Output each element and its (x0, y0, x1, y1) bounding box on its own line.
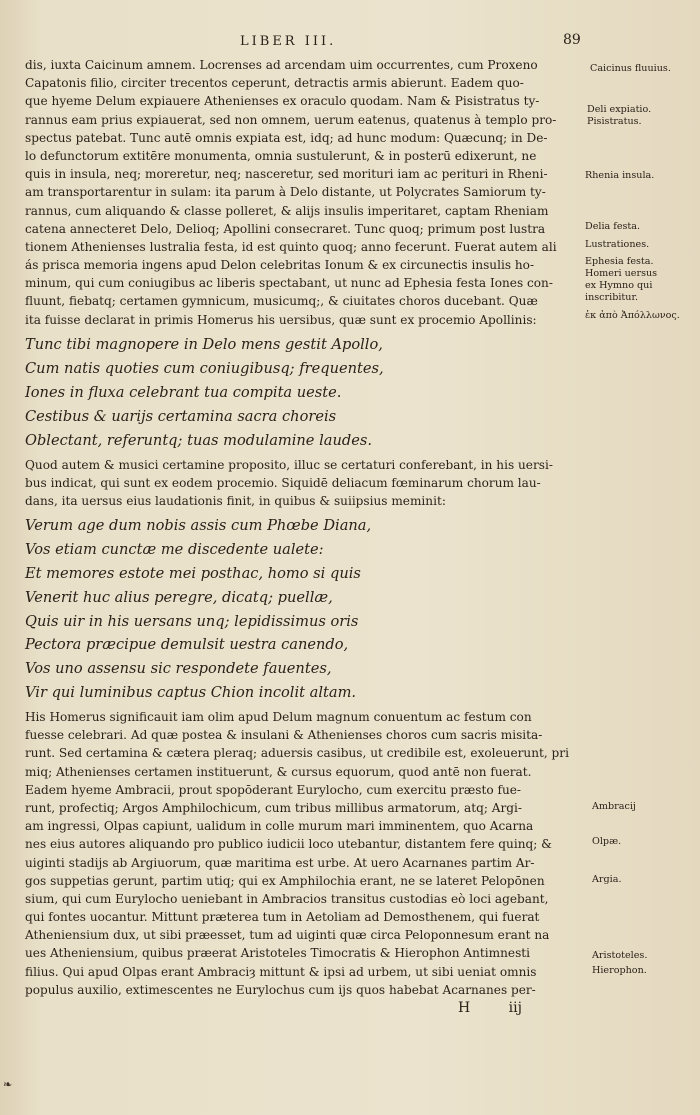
verse-line: Cestibus & uarijs certamina sacra choreis (25, 407, 337, 425)
text-line: nes eius autores aliquando pro publico iudicii loco utebantur, distantem fere quinq; & (25, 837, 552, 852)
margin-note-deli: Deli expiatio. (587, 104, 652, 115)
text-line: rannus eam prius expiauerat, sed non omnem, uerum eatenus, quatenus à templo pro- (25, 112, 557, 127)
text-line: lo defunctorum extitēre monumenta, omnia sustulerunt, & in posterū edixerunt, ne (25, 148, 537, 163)
text-line: fuesse celebrari. Ad quæ postea & insulani & Athenienses choros cum sacris misita- (25, 728, 543, 743)
text-line: qui fontes uocantur. Mittunt præterea tum in Aetoliam ad Demosthenem, qui fuerat (25, 910, 540, 925)
signature-letter: H (458, 1000, 471, 1016)
fleuron-icon: ❧ (3, 1078, 13, 1091)
margin-note-lustrationes: Lustrationes. (585, 239, 650, 250)
page-number: 89 (563, 32, 581, 48)
margin-note-argia: Argia. (592, 874, 622, 885)
text-line: tionem Athenienses lustralia festa, id est quinto quoq; anno fecerunt. Fuerat autem ali (25, 239, 557, 254)
verse-line: Pectora præcipue demulsit uestra canendo, (25, 636, 349, 654)
verse-line: Verum age dum nobis assis cum Phœbe Diana, (25, 517, 372, 534)
verse-line: Oblectant, referuntq; tuas modulamine laudes. (25, 431, 372, 449)
text-line: rannus, cum aliquando & classe polleret, & alijs insulis imperitaret, captam Rheniam (25, 203, 549, 218)
text-line: spectus patebat. Tunc autē omnis expiata est, idq; ad hunc modum: Quæcunq; in De- (25, 130, 548, 145)
text-line: fluunt, fiebatq; certamen gymnicum, musicumq;, & ciuitates choros ducebant. Quæ (25, 294, 538, 309)
margin-note-homeri: Homeri uersus (585, 268, 658, 279)
text-line: ás prisca memoria ingens apud Delon celebritas Ionum & ex circunectis insulis ho- (25, 258, 535, 273)
verse-block-2 (25, 514, 585, 705)
text-line: am transportarentur in sulam: ita parum à Delo distante, ut Polycrates Samiorum ty- (25, 185, 546, 200)
verse-block-1 (25, 333, 585, 452)
margin-note-greek: ἐκ ἀπὸ Ἀπόλλωνος. (585, 310, 680, 321)
margin-note-ephesia: Ephesia festa. (585, 256, 654, 267)
verse-line: Vos etiam cunctæ me discedente ualete: (25, 540, 324, 558)
verse-line: Quis uir in his uersans unq; lepidissimus oris (25, 612, 359, 630)
margin-note-olpae: Olpæ. (592, 836, 622, 847)
prose-block-3 (25, 708, 583, 999)
text-line: Quod autem & musici certamine proposito, illuc se certaturi conferebant, in his uersi- (25, 458, 553, 472)
verse-line: Et memores estote mei posthac, homo si quis (25, 564, 361, 582)
text-line: populus auxilio, extimescentes ne Eurylochus cum ijs quos habebat Acarnanes per- (25, 982, 536, 997)
text-line: runt, profectiq; Argos Amphilochicum, cum tribus millibus armatorum, atq; Argi- (25, 800, 522, 815)
text-line: ues Atheniensium, quibus præerat Aristoteles Timocratis & Hierophon Antimnesti (25, 946, 531, 961)
margin-note-inscribitur: inscribitur. (585, 292, 639, 303)
text-line: uiginti stadijs ab Argiuorum, quæ maritima est urbe. At uero Acarnanes partim Ar- (25, 855, 535, 870)
text-line: miq; Athenienses certamen instituerunt, & cursus equorum, quod antē non fuerat. (25, 764, 532, 779)
text-line: ita fuisse declarat in primis Homerus his uersibus, quæ sunt ex procemio Apollinis: (25, 312, 537, 327)
margin-note-hymno: ex Hymno qui (585, 280, 653, 291)
text-line: gos suppetias gerunt, partim utiq; qui ex Amphilochia erant, ne se lateret Pelopōnen (25, 873, 545, 888)
verse-line: Iones in fluxa celebrant tua compita ueste. (25, 383, 342, 401)
margin-note-rhenia: Rhenia insula. (585, 170, 655, 181)
text-line: dis, iuxta Caicinum amnem. Locrenses ad arcendam uim occurrentes, cum Proxeno (25, 58, 538, 72)
text-line: Capatonis filio, circiter trecentos ceperunt, detractis armis abierunt. Eadem quo- (25, 76, 524, 91)
margin-note-hierophon: Hierophon. (592, 965, 647, 976)
text-line: catena annecteret Delo, Delioq; Apollini consecraret. Tunc quoq; primum post lustra (25, 221, 546, 236)
verse-line: Vos uno assensu sic respondete fauentes, (25, 660, 332, 678)
text-line: minum, qui cum coniugibus ac liberis spectabant, ut nunc ad Ephesia festa Iones con- (25, 276, 553, 291)
text-line: bus indicat, qui sunt ex eodem procemio. Siquidē deliacum fœminarum chorum lau- (25, 476, 541, 491)
text-line: Atheniensium dux, ut sibi præesset, tum ad uiginti quæ circa Peloponnesum erant na (25, 928, 550, 943)
text-line: que hyeme Delum expiauere Athenienses ex oraculo quodam. Nam & Pisistratus ty- (25, 94, 540, 109)
verse-line: Vir qui luminibus captus Chion incolit altam. (25, 684, 357, 702)
text-line: His Homerus significauit iam olim apud Delum magnum conuentum ac festum con (25, 710, 532, 724)
prose-block-1 (25, 56, 583, 329)
signature-number: iij (508, 1000, 522, 1016)
margin-note-caicinus: Caicinus fluuius. (590, 63, 671, 74)
verse-line: Tunc tibi magnopere in Delo mens gestit Apollo, (25, 336, 383, 353)
prose-block-2 (25, 456, 583, 511)
verse-line: Cum natis quoties cum coniugibusq; frequentes, (25, 359, 384, 377)
text-line: sium, qui cum Eurylocho ueniebant in Ambracios transitus custodias eò loci agebant, (25, 891, 549, 906)
text-line: filius. Qui apud Olpas erant Ambraciȝ mittunt & ipsi ad urbem, ut sibi ueniat omnis (25, 964, 537, 979)
text-line: runt. Sed certamina & cætera pleraq; aduersis casibus, ut credibile est, exoleuerunt, pri (25, 746, 569, 761)
signature-mark (458, 1000, 522, 1016)
margin-note-ambracii: Ambracij (592, 801, 636, 812)
text-line: am ingressi, Olpas capiunt, ualidum in colle murum mari imminentem, quo Acarna (25, 819, 534, 834)
running-title: LIBER III. (240, 34, 337, 49)
margin-note-delia: Delia festa. (585, 221, 641, 232)
verse-line: Venerit huc alius peregre, dicatq; puellæ, (25, 588, 333, 606)
text-line: quis in insula, neq; moreretur, neq; nasceretur, sed morituri iam ac perituri in Rheni- (25, 167, 548, 182)
running-header (0, 34, 700, 52)
text-line: dans, ita uersus eius laudationis finit, in quibus & suiipsius meminit: (25, 494, 446, 509)
text-line: Eadem hyeme Ambracii, prout spopōderant Eurylocho, cum exercitu præsto fue- (25, 782, 521, 797)
margin-note-aristoteles: Aristoteles. (592, 950, 648, 961)
margin-note-pisistratus: Pisistratus. (587, 116, 642, 127)
